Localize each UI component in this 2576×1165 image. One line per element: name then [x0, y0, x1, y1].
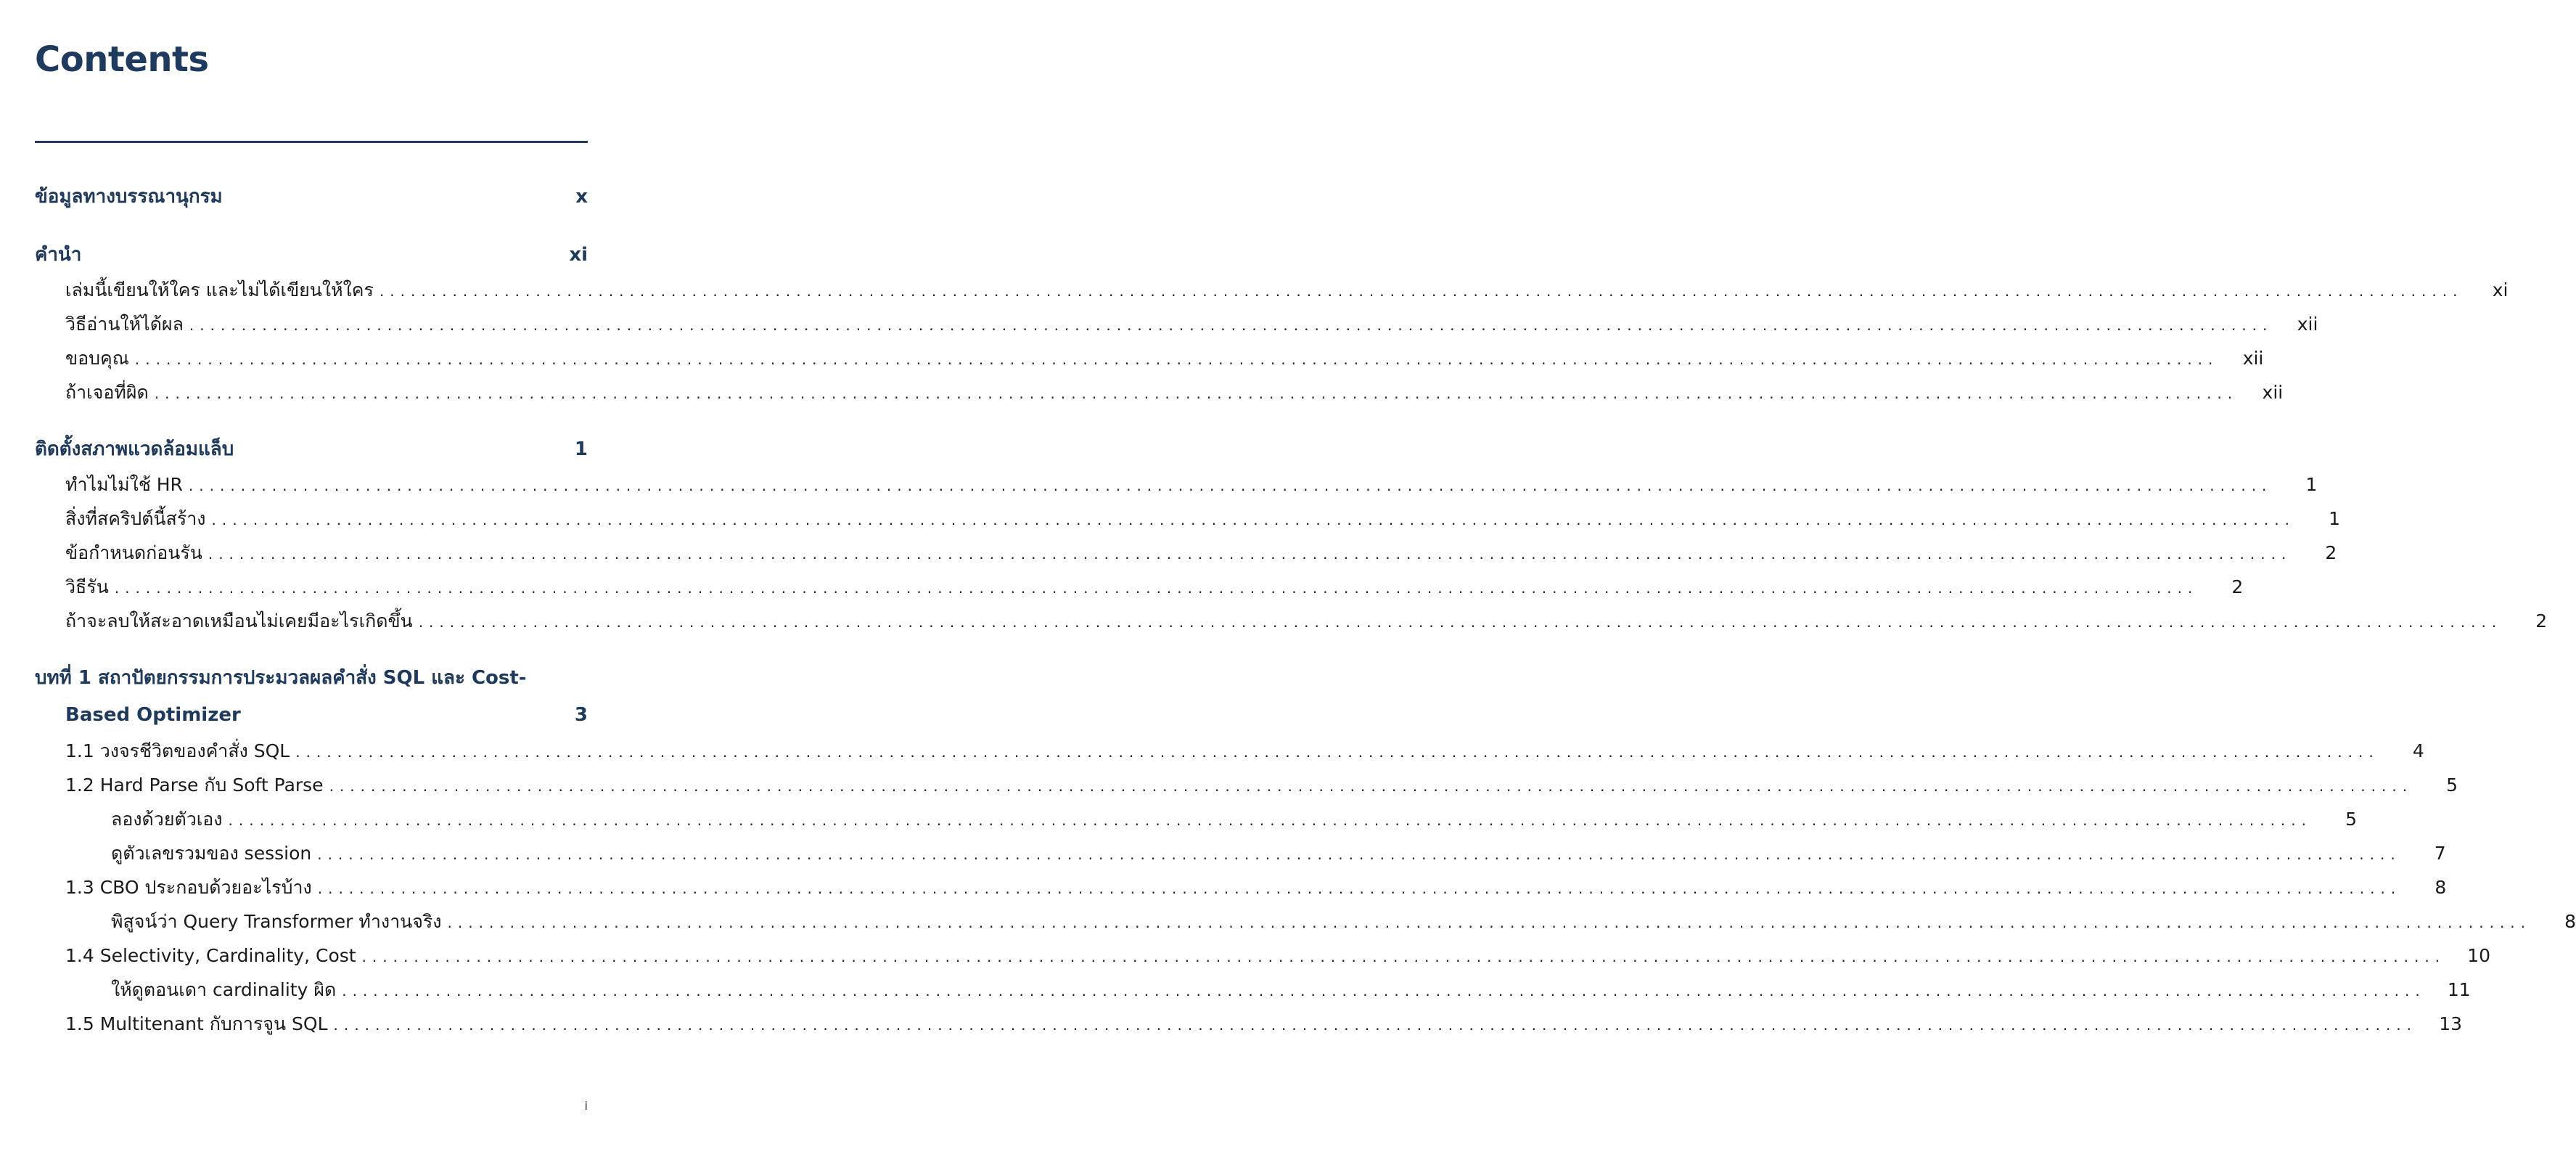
toc-entry[interactable]	[35, 836, 2446, 870]
entry-page: 5	[2345, 809, 2357, 830]
entry-title: ให้ดูตอนเดา cardinality ผิด	[111, 979, 337, 1000]
toc-entry[interactable]	[35, 307, 2318, 341]
chapter-page: x	[575, 186, 588, 208]
toc-entry[interactable]	[35, 604, 2548, 638]
entry-title: 1.5 Multitenant กับการจูน SQL	[65, 1013, 328, 1034]
entry-page: xii	[2262, 382, 2284, 403]
entry-title: ทำไมไม่ใช้ HR	[65, 474, 183, 495]
dot-leader: ........................................................................................................................................................................................................	[317, 846, 2401, 863]
chapter-title: ติดตั้งสภาพแวดล้อมแล็บ	[35, 438, 234, 460]
dot-leader: ........................................................................................................................................................................................................	[114, 579, 2199, 597]
dot-leader: ........................................................................................................................................................................................................	[295, 743, 2379, 761]
dot-leader: ........................................................................................................................................................................................................	[418, 613, 2503, 631]
toc-entry[interactable]	[35, 802, 2357, 836]
toc-entry[interactable]	[35, 467, 2318, 502]
entry-title: วิธีอ่านให้ได้ผล	[65, 314, 184, 335]
entry-title: ดูตัวเลขรวมของ session	[111, 843, 312, 864]
toc-entry[interactable]	[35, 768, 2458, 802]
entry-page: 11	[2447, 979, 2471, 1000]
entry-page: 13	[2439, 1013, 2463, 1034]
toc-entry[interactable]	[35, 904, 2576, 939]
dot-leader: ........................................................................................................................................................................................................	[211, 511, 2295, 528]
entry-page: 5	[2446, 774, 2458, 796]
dot-leader: ........................................................................................................................................................................................................	[154, 385, 2239, 402]
toc-entry[interactable]	[35, 502, 2340, 536]
entry-page: 2	[2231, 576, 2244, 597]
entry-title: 1.2 Hard Parse กับ Soft Parse	[65, 774, 324, 796]
entry-page: 8	[2435, 877, 2447, 898]
entry-page: 4	[2412, 740, 2424, 761]
entry-title: ลองด้วยตัวเอง	[111, 809, 223, 830]
entry-page: 8	[2564, 911, 2576, 932]
entry-page: 2	[2325, 542, 2337, 563]
chapter-title: บทที่ 1 สถาปัตยกรรมการประมวลผลคำสั่ง SQL และ Cost-	[35, 667, 527, 689]
entry-title: 1.3 CBO ประกอบด้วยอะไรบ้าง	[65, 877, 312, 898]
entry-title: ถ้าเจอที่ผิด	[65, 382, 149, 403]
toc-chapter-continued[interactable]	[35, 696, 588, 734]
entry-page: 7	[2434, 843, 2446, 864]
chapter-title-continued: Based Optimizer	[65, 704, 241, 726]
entry-title: เล่มนี้เขียนให้ใคร และไม่ได้เขียนให้ใคร	[65, 279, 374, 301]
title-rule	[35, 141, 588, 143]
entry-page: xii	[2297, 314, 2318, 335]
toc-entry[interactable]	[35, 536, 2337, 570]
entry-title: สิ่งที่สคริปต์นี้สร้าง	[65, 508, 206, 529]
toc-entry[interactable]	[35, 939, 2491, 973]
dot-leader: ........................................................................................................................................................................................................	[228, 812, 2312, 829]
toc-entry[interactable]	[35, 1007, 2463, 1041]
entry-title: พิสูจน์ว่า Query Transformer ทำงานจริง	[111, 911, 442, 932]
chapter-page: 3	[574, 704, 588, 726]
dot-leader: ........................................................................................................................................................................................................	[361, 948, 2446, 965]
dot-leader: ........................................................................................................................................................................................................	[379, 282, 2464, 300]
dot-leader: ........................................................................................................................................................................................................	[188, 477, 2273, 494]
page-number: i	[584, 1099, 588, 1113]
chapter-page: 1	[574, 438, 588, 460]
entry-page: 1	[2329, 508, 2340, 529]
toc-entry[interactable]	[35, 375, 2284, 409]
table-of-contents	[35, 179, 2576, 1041]
toc-entry[interactable]	[35, 870, 2447, 904]
dot-leader: ........................................................................................................................................................................................................	[342, 982, 2426, 1000]
entry-page: 2	[2535, 610, 2548, 631]
chapter-title: คำนำ	[35, 244, 82, 266]
toc-chapter[interactable]	[35, 237, 588, 273]
toc-entry[interactable]	[35, 273, 2509, 307]
entry-page: 10	[2467, 945, 2491, 966]
toc-entry[interactable]	[35, 734, 2424, 768]
toc-chapter[interactable]	[35, 431, 588, 467]
chapter-title: ข้อมูลทางบรรณานุกรม	[35, 186, 223, 208]
entry-title: 1.1 วงจรชีวิตของคำสั่ง SQL	[65, 740, 290, 761]
dot-leader: ........................................................................................................................................................................................................	[208, 545, 2292, 563]
entry-title: วิธีรัน	[65, 576, 109, 597]
toc-entry[interactable]	[35, 570, 2244, 604]
toc-entry[interactable]	[35, 341, 2264, 375]
page-title: Contents	[35, 39, 209, 80]
entry-title: ขอบคุณ	[65, 348, 129, 369]
toc-chapter[interactable]	[35, 179, 588, 215]
dot-leader: ........................................................................................................................................................................................................	[329, 777, 2413, 795]
dot-leader: ........................................................................................................................................................................................................	[134, 351, 2219, 368]
entry-page: 1	[2305, 474, 2318, 495]
entry-title: ถ้าจะลบให้สะอาดเหมือนไม่เคยมีอะไรเกิดขึ้น	[65, 610, 413, 631]
entry-title: ข้อกำหนดก่อนรัน	[65, 542, 202, 563]
dot-leader: ........................................................................................................................................................................................................	[447, 914, 2532, 931]
chapter-page: xi	[569, 244, 588, 266]
entry-page: xii	[2242, 348, 2264, 369]
dot-leader: ........................................................................................................................................................................................................	[333, 1016, 2418, 1034]
dot-leader: ........................................................................................................................................................................................................	[317, 880, 2402, 897]
toc-chapter[interactable]	[35, 660, 588, 696]
entry-title: 1.4 Selectivity, Cardinality, Cost	[65, 945, 356, 966]
entry-page: xi	[2492, 279, 2509, 301]
dot-leader: ........................................................................................................................................................................................................	[189, 316, 2273, 334]
toc-entry[interactable]	[35, 973, 2471, 1007]
